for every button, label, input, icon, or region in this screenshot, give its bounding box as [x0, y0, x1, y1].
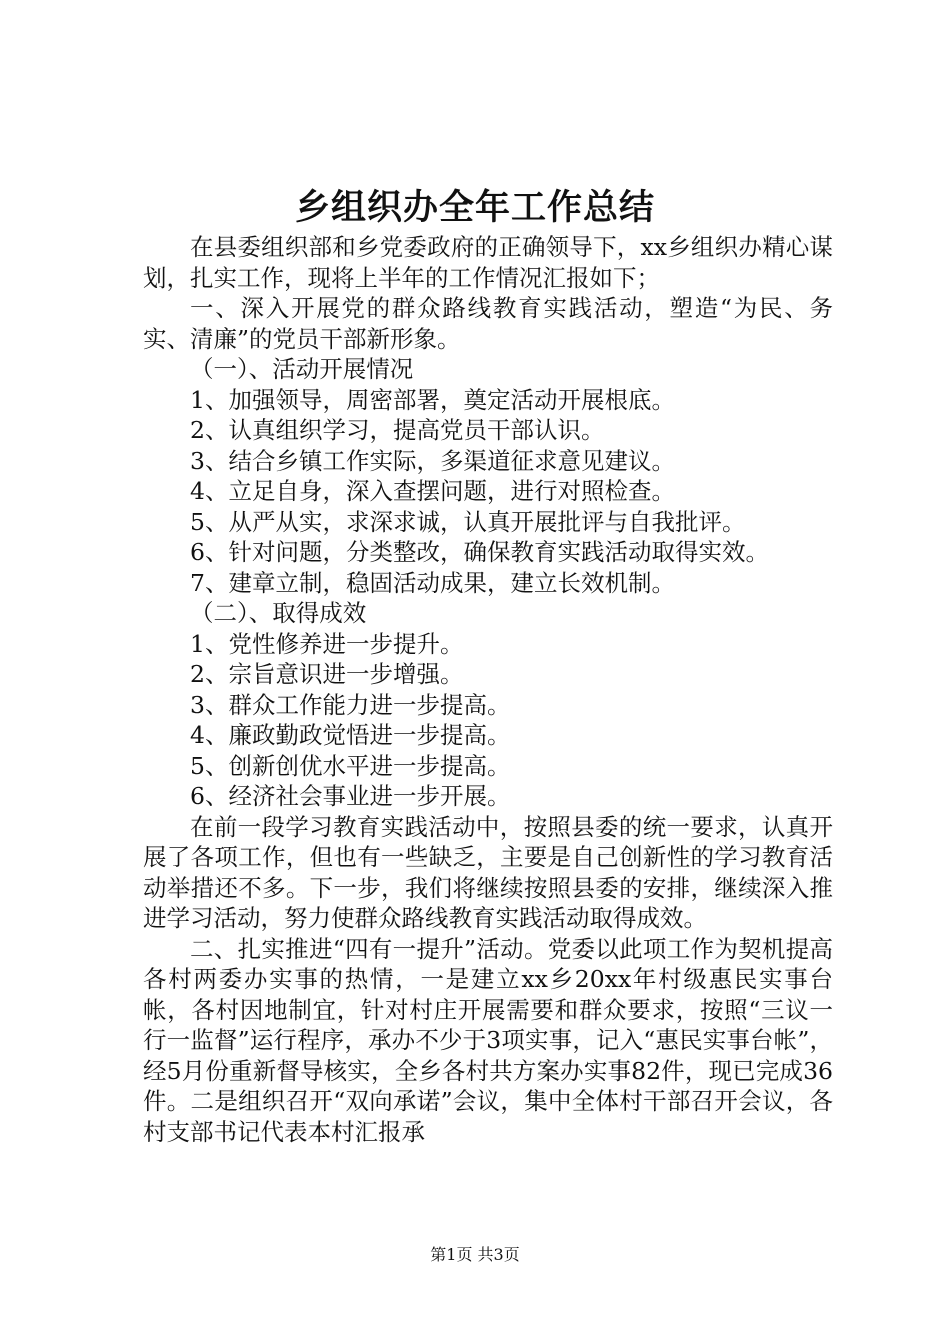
list-item: 7、建章立制，稳固活动成果，建立长效机制。 — [190, 568, 675, 597]
paragraph-summary: 在前一段学习教育实践活动中，按照县委的统一要求，认真开展了各项工作，但也有一些缺乏，主要是自己创新性的学习教育活动举措还不多。下一步，我们将继续按照县委的安排，继续深入推进学习活动，努力使群众路线教育实践活动取得成效。 — [143, 812, 833, 932]
document-title: 乡组织办全年工作总结 — [294, 187, 655, 228]
list-item: 2、认真组织学习，提高党员干部认识。 — [190, 416, 605, 444]
list-item: 5、从严从实，求深求诚，认真开展批评与自我批评。 — [190, 507, 746, 536]
paragraph-intro: 在县委组织部和乡党委政府的正确领导下，xx乡组织办精心谋划，扎实工作，现将上半年的工作情况汇报如下； — [143, 233, 833, 292]
section-heading-2: 二、扎实推进“四有一提升”活动。党委以此项工作为契机提高各村两委办实事的热情，一是建立xx乡20xx年村级惠民实事台帐，各村因地制宜，针对村庄开展需要和群众要求，按照“三议一行一监督”运行程序，承办不少于3项实事，记入“惠民实事台帐”，经5月份重新督导核实，全乡各村共方案办实事82件，现已完成36件。二是组织召开“双向承诺”会议，集中全体村干部召开会议，各村支部书记代表本村汇报承 — [143, 934, 833, 1146]
list-item: 5、创新创优水平进一步提高。 — [190, 751, 511, 780]
subsection-heading-2: （二）、取得成效 — [190, 599, 367, 627]
list-item: 6、针对问题，分类整改，确保教育实践活动取得实效。 — [190, 538, 769, 566]
document-body — [143, 232, 833, 1147]
list-item: 1、加强领导，周密部署，奠定活动开展根底。 — [190, 385, 675, 414]
list-item: 2、宗旨意识进一步增强。 — [190, 660, 464, 688]
subsection-heading-1: （一）、活动开展情况 — [190, 355, 414, 383]
list-item: 3、结合乡镇工作实际，多渠道征求意见建议。 — [190, 446, 675, 475]
list-item: 1、党性修养进一步提升。 — [190, 629, 464, 658]
list-item: 4、立足自身，深入查摆问题，进行对照检查。 — [190, 477, 675, 505]
list-item: 6、经济社会事业进一步开展。 — [190, 782, 511, 810]
list-item: 3、群众工作能力进一步提高。 — [190, 690, 511, 719]
list-item: 4、廉政勤政觉悟进一步提高。 — [190, 721, 511, 749]
section-heading-1: 一、深入开展党的群众路线教育实践活动，塑造“为民、务实、清廉”的党员干部新形象。 — [143, 294, 833, 353]
page-number: 第1页 共3页 — [430, 1245, 520, 1264]
